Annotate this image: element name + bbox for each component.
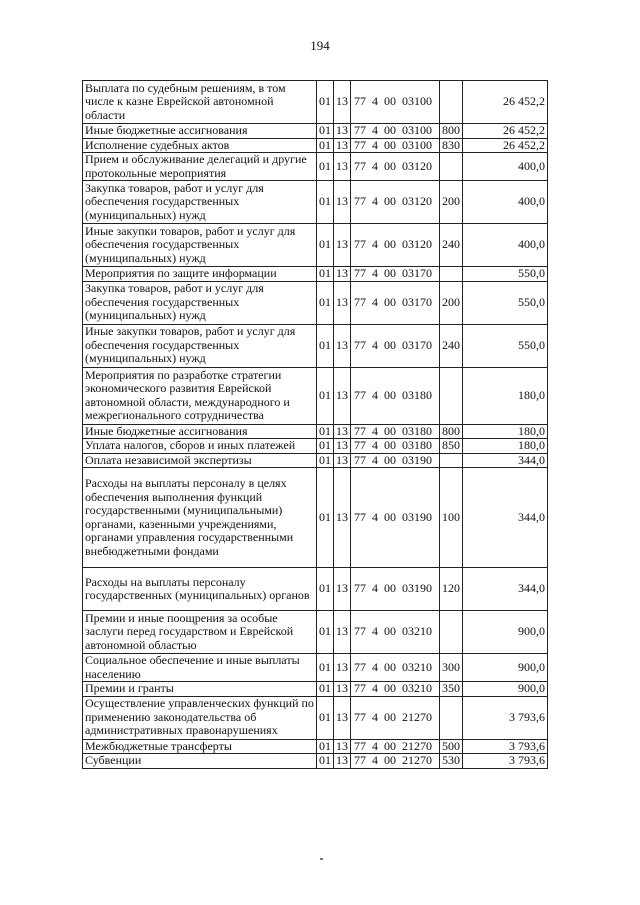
page-number: 194: [310, 38, 330, 53]
target-article-code: 77 4 00 03120: [351, 181, 440, 224]
amount-value: 344,0: [463, 453, 548, 468]
row-description: Иные закупки товаров, работ и услуг для обеспечения государственных (муниципальных) нужд: [83, 324, 317, 367]
table-row: [83, 181, 548, 224]
row-description: Закупка товаров, работ и услуг для обеспечения государственных (муниципальных) нужд: [83, 281, 317, 324]
section-code: 01: [317, 138, 334, 153]
table-row: [83, 267, 548, 282]
section-code: 01: [317, 281, 334, 324]
amount-value: 26 452,2: [463, 81, 548, 124]
row-description: Премии и иные поощрения за особые заслуги перед государством и Еврейской автономной областью: [83, 611, 317, 654]
table-row: [83, 468, 548, 568]
table-row: [83, 324, 548, 367]
row-description: Мероприятия по защите информации: [83, 267, 317, 282]
section-code: 01: [317, 224, 334, 267]
expense-type-code: [440, 267, 463, 282]
subsection-code: 13: [334, 439, 351, 454]
table-row: [83, 439, 548, 454]
expense-type-code: [440, 367, 463, 424]
expense-type-code: [440, 81, 463, 124]
table-row: [83, 611, 548, 654]
expense-type-code: 830: [440, 138, 463, 153]
expense-type-code: [440, 611, 463, 654]
amount-value: 344,0: [463, 468, 548, 568]
subsection-code: 13: [334, 739, 351, 754]
row-description: Межбюджетные трансферты: [83, 739, 317, 754]
amount-value: 26 452,2: [463, 138, 548, 153]
subsection-code: 13: [334, 424, 351, 439]
amount-value: 3 793,6: [463, 696, 548, 739]
expense-type-code: 120: [440, 568, 463, 611]
amount-value: 900,0: [463, 611, 548, 654]
target-article-code: 77 4 00 03100: [351, 138, 440, 153]
amount-value: 180,0: [463, 424, 548, 439]
section-code: 01: [317, 739, 334, 754]
row-description: Иные закупки товаров, работ и услуг для обеспечения государственных (муниципальных) нужд: [83, 224, 317, 267]
target-article-code: 77 4 00 03190: [351, 468, 440, 568]
section-code: 01: [317, 682, 334, 697]
amount-value: 400,0: [463, 224, 548, 267]
subsection-code: 13: [334, 324, 351, 367]
target-article-code: 77 4 00 21270: [351, 696, 440, 739]
row-description: Субвенции: [83, 754, 317, 769]
section-code: 01: [317, 654, 334, 682]
section-code: 01: [317, 267, 334, 282]
expense-type-code: [440, 153, 463, 181]
amount-value: 900,0: [463, 682, 548, 697]
target-article-code: 77 4 00 03190: [351, 453, 440, 468]
table-row: [83, 739, 548, 754]
subsection-code: 13: [334, 281, 351, 324]
expense-type-code: [440, 453, 463, 468]
amount-value: 3 793,6: [463, 739, 548, 754]
section-code: 01: [317, 424, 334, 439]
target-article-code: 77 4 00 03100: [351, 124, 440, 139]
row-description: Расходы на выплаты персоналу государственных (муниципальных) органов: [83, 568, 317, 611]
table-row: [83, 81, 548, 124]
row-description: Выплата по судебным решениям, в том числе к казне Еврейской автономной области: [83, 81, 317, 124]
expense-type-code: 850: [440, 439, 463, 454]
table-row: [83, 224, 548, 267]
row-description: Уплата налогов, сборов и иных платежей: [83, 439, 317, 454]
section-code: 01: [317, 124, 334, 139]
table-body: [83, 81, 548, 769]
table-row: [83, 153, 548, 181]
amount-value: 180,0: [463, 367, 548, 424]
expense-type-code: 500: [440, 739, 463, 754]
expense-type-code: 240: [440, 324, 463, 367]
subsection-code: 13: [334, 138, 351, 153]
table-row: [83, 453, 548, 468]
target-article-code: 77 4 00 21270: [351, 739, 440, 754]
expense-type-code: [440, 696, 463, 739]
row-description: Закупка товаров, работ и услуг для обеспечения государственных (муниципальных) нужд: [83, 181, 317, 224]
subsection-code: 13: [334, 468, 351, 568]
subsection-code: 13: [334, 453, 351, 468]
section-code: 01: [317, 181, 334, 224]
amount-value: 550,0: [463, 281, 548, 324]
amount-value: 550,0: [463, 324, 548, 367]
table-row: [83, 281, 548, 324]
section-code: 01: [317, 439, 334, 454]
expense-type-code: 100: [440, 468, 463, 568]
subsection-code: 13: [334, 181, 351, 224]
row-description: Осуществление управленческих функций по применению законодательства об административных правонарушениях: [83, 696, 317, 739]
section-code: 01: [317, 568, 334, 611]
target-article-code: 77 4 00 03170: [351, 324, 440, 367]
target-article-code: 77 4 00 03210: [351, 682, 440, 697]
amount-value: 900,0: [463, 654, 548, 682]
table-row: [83, 654, 548, 682]
target-article-code: 77 4 00 03170: [351, 267, 440, 282]
table-row: [83, 754, 548, 769]
section-code: 01: [317, 324, 334, 367]
subsection-code: 13: [334, 568, 351, 611]
amount-value: 26 452,2: [463, 124, 548, 139]
table-row: [83, 682, 548, 697]
row-description: Исполнение судебных актов: [83, 138, 317, 153]
section-code: 01: [317, 468, 334, 568]
row-description: Мероприятия по разработке стратегии экономического развития Еврейской автономной области, международного и межрегионального сотрудничества: [83, 367, 317, 424]
expense-type-code: 530: [440, 754, 463, 769]
subsection-code: 13: [334, 153, 351, 181]
subsection-code: 13: [334, 367, 351, 424]
table-row: [83, 138, 548, 153]
expense-type-code: 800: [440, 124, 463, 139]
table-row: [83, 568, 548, 611]
section-code: 01: [317, 81, 334, 124]
section-code: 01: [317, 367, 334, 424]
row-description: Иные бюджетные ассигнования: [83, 424, 317, 439]
subsection-code: 13: [334, 224, 351, 267]
subsection-code: 13: [334, 124, 351, 139]
row-description: Расходы на выплаты персоналу в целях обеспечения выполнения функций государственными (муниципальными) органами, казенными учреждениями, органами управления государственными внебюджетными фондами: [83, 468, 317, 568]
footer-mark: [320, 858, 323, 860]
target-article-code: 77 4 00 03170: [351, 281, 440, 324]
amount-value: 3 793,6: [463, 754, 548, 769]
target-article-code: 77 4 00 03190: [351, 568, 440, 611]
row-description: Прием и обслуживание делегаций и другие протокольные мероприятия: [83, 153, 317, 181]
target-article-code: 77 4 00 03210: [351, 611, 440, 654]
subsection-code: 13: [334, 654, 351, 682]
expense-type-code: 200: [440, 181, 463, 224]
row-description: Премии и гранты: [83, 682, 317, 697]
target-article-code: 77 4 00 03180: [351, 439, 440, 454]
subsection-code: 13: [334, 611, 351, 654]
row-description: Оплата независимой экспертизы: [83, 453, 317, 468]
subsection-code: 13: [334, 267, 351, 282]
expense-type-code: 240: [440, 224, 463, 267]
row-description: Социальное обеспечение и иные выплаты населению: [83, 654, 317, 682]
subsection-code: 13: [334, 682, 351, 697]
target-article-code: 77 4 00 03120: [351, 153, 440, 181]
budget-expenditure-table: [82, 80, 548, 769]
target-article-code: 77 4 00 03180: [351, 424, 440, 439]
amount-value: 400,0: [463, 153, 548, 181]
amount-value: 550,0: [463, 267, 548, 282]
table-row: [83, 424, 548, 439]
expense-type-code: 350: [440, 682, 463, 697]
amount-value: 400,0: [463, 181, 548, 224]
target-article-code: 77 4 00 03210: [351, 654, 440, 682]
row-description: Иные бюджетные ассигнования: [83, 124, 317, 139]
target-article-code: 77 4 00 03180: [351, 367, 440, 424]
expense-type-code: 300: [440, 654, 463, 682]
target-article-code: 77 4 00 03100: [351, 81, 440, 124]
subsection-code: 13: [334, 81, 351, 124]
subsection-code: 13: [334, 754, 351, 769]
section-code: 01: [317, 611, 334, 654]
section-code: 01: [317, 153, 334, 181]
section-code: 01: [317, 453, 334, 468]
table-row: [83, 696, 548, 739]
section-code: 01: [317, 696, 334, 739]
expense-type-code: 800: [440, 424, 463, 439]
amount-value: 180,0: [463, 439, 548, 454]
target-article-code: 77 4 00 21270: [351, 754, 440, 769]
table-row: [83, 367, 548, 424]
section-code: 01: [317, 754, 334, 769]
table-row: [83, 124, 548, 139]
subsection-code: 13: [334, 696, 351, 739]
amount-value: 344,0: [463, 568, 548, 611]
expense-type-code: 200: [440, 281, 463, 324]
target-article-code: 77 4 00 03120: [351, 224, 440, 267]
